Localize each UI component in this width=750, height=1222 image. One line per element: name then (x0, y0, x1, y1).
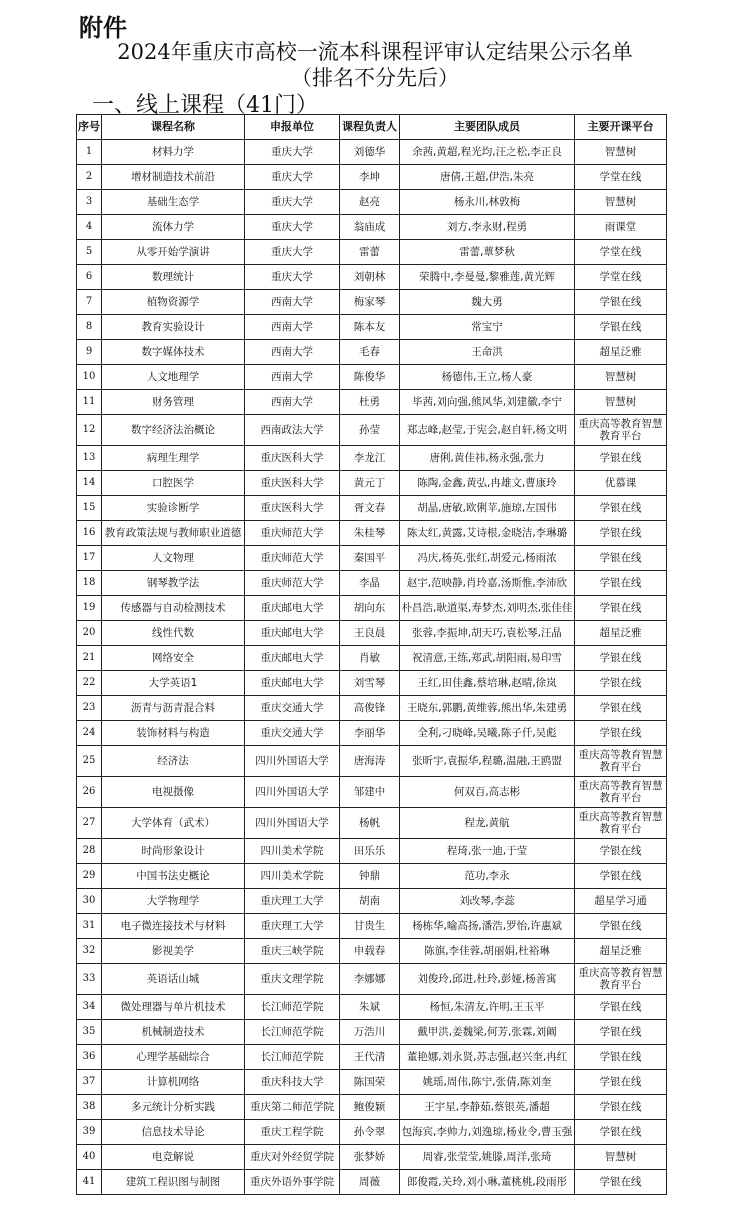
cell-platform: 智慧树 (575, 190, 667, 215)
cell-course-name: 电竞解说 (102, 1145, 245, 1170)
cell-seq: 15 (77, 496, 102, 521)
cell-course-name: 电子微连接技术与材料 (102, 914, 245, 939)
cell-course-name: 装饰材料与构造 (102, 721, 245, 746)
results-table (76, 114, 667, 1195)
cell-platform: 学银在线 (575, 546, 667, 571)
cell-team-members: 冯庆,杨英,张红,胡爱元,杨雨浓 (400, 546, 575, 571)
cell-team-members: 范功,李永 (400, 864, 575, 889)
cell-course-name: 大学体育（武术） (102, 808, 245, 839)
cell-institution: 西南大学 (245, 365, 340, 390)
cell-platform: 智慧树 (575, 1145, 667, 1170)
cell-seq: 21 (77, 646, 102, 671)
cell-course-name: 建筑工程识图与制图 (102, 1170, 245, 1195)
cell-seq: 25 (77, 746, 102, 777)
cell-platform: 学银在线 (575, 521, 667, 546)
cell-institution: 重庆交通大学 (245, 696, 340, 721)
cell-platform: 学堂在线 (575, 265, 667, 290)
cell-institution: 重庆邮电大学 (245, 671, 340, 696)
cell-platform: 学银在线 (575, 995, 667, 1020)
cell-institution: 重庆大学 (245, 165, 340, 190)
cell-course-name: 英语话山城 (102, 964, 245, 995)
cell-course-name: 从零开始学演讲 (102, 240, 245, 265)
cell-institution: 重庆理工大学 (245, 914, 340, 939)
document-subtitle: （排名不分先后） (291, 66, 459, 90)
cell-institution: 长江师范学院 (245, 1045, 340, 1070)
cell-team-members: 程龙,黄航 (400, 808, 575, 839)
cell-course-name: 人文物理 (102, 546, 245, 571)
table-row (77, 571, 667, 596)
cell-platform: 智慧树 (575, 365, 667, 390)
cell-course-name: 增材制造技术前沿 (102, 165, 245, 190)
cell-course-lead: 周薇 (340, 1170, 400, 1195)
cell-course-name: 传感器与自动检测技术 (102, 596, 245, 621)
cell-course-lead: 鲍俊颖 (340, 1095, 400, 1120)
cell-institution: 重庆理工大学 (245, 889, 340, 914)
cell-course-name: 数字经济法治概论 (102, 415, 245, 446)
document-title: 2024年重庆市高校一流本科课程评审认定结果公示名单 (117, 40, 633, 64)
cell-platform: 超星学习通 (575, 889, 667, 914)
cell-course-lead: 李娜娜 (340, 964, 400, 995)
cell-institution: 重庆医科大学 (245, 496, 340, 521)
table-row (77, 215, 667, 240)
cell-course-lead: 刘朝林 (340, 265, 400, 290)
cell-seq: 26 (77, 777, 102, 808)
cell-institution: 重庆师范大学 (245, 546, 340, 571)
section-heading: 一、线上课程（41门） (92, 93, 318, 118)
cell-course-lead: 申载春 (340, 939, 400, 964)
cell-course-lead: 杨帆 (340, 808, 400, 839)
table-row (77, 1145, 667, 1170)
table-row (77, 240, 667, 265)
cell-course-lead: 陈俊华 (340, 365, 400, 390)
header-seq: 序号 (77, 115, 102, 140)
cell-platform: 学银在线 (575, 1070, 667, 1095)
cell-course-name: 财务管理 (102, 390, 245, 415)
cell-institution: 西南大学 (245, 315, 340, 340)
cell-institution: 西南大学 (245, 340, 340, 365)
cell-team-members: 何双百,高志彬 (400, 777, 575, 808)
table-row (77, 390, 667, 415)
cell-team-members: 王命洪 (400, 340, 575, 365)
cell-course-name: 信息技术导论 (102, 1120, 245, 1145)
cell-course-lead: 邹建中 (340, 777, 400, 808)
cell-seq: 2 (77, 165, 102, 190)
cell-course-lead: 雷蕾 (340, 240, 400, 265)
cell-institution: 重庆第二师范学院 (245, 1095, 340, 1120)
cell-course-lead: 秦国平 (340, 546, 400, 571)
table-row (77, 290, 667, 315)
cell-institution: 重庆大学 (245, 240, 340, 265)
cell-team-members: 唐俐,黄佳祎,杨永强,张力 (400, 446, 575, 471)
cell-seq: 23 (77, 696, 102, 721)
cell-course-lead: 李龙江 (340, 446, 400, 471)
cell-platform: 智慧树 (575, 140, 667, 165)
cell-institution: 重庆大学 (245, 215, 340, 240)
cell-institution: 西南政法大学 (245, 415, 340, 446)
cell-platform: 学银在线 (575, 839, 667, 864)
cell-platform: 学银在线 (575, 1020, 667, 1045)
cell-course-name: 流体力学 (102, 215, 245, 240)
table-row (77, 671, 667, 696)
cell-platform: 学银在线 (575, 864, 667, 889)
cell-platform: 雨课堂 (575, 215, 667, 240)
cell-course-lead: 翁庙成 (340, 215, 400, 240)
cell-team-members: 陈旗,李佳蓉,胡丽娟,杜裕琳 (400, 939, 575, 964)
cell-platform: 重庆高等教育智慧教育平台 (575, 777, 667, 808)
cell-seq: 7 (77, 290, 102, 315)
cell-platform: 学银在线 (575, 496, 667, 521)
cell-institution: 重庆师范大学 (245, 521, 340, 546)
cell-institution: 四川外国语大学 (245, 777, 340, 808)
cell-course-name: 计算机网络 (102, 1070, 245, 1095)
attachment-label: 附件 (79, 14, 127, 42)
cell-institution: 重庆工程学院 (245, 1120, 340, 1145)
cell-institution: 重庆大学 (245, 265, 340, 290)
cell-seq: 40 (77, 1145, 102, 1170)
cell-course-name: 中国书法史概论 (102, 864, 245, 889)
cell-seq: 29 (77, 864, 102, 889)
cell-seq: 30 (77, 889, 102, 914)
cell-seq: 11 (77, 390, 102, 415)
cell-course-name: 大学英语1 (102, 671, 245, 696)
table-row (77, 140, 667, 165)
table-row (77, 546, 667, 571)
cell-course-lead: 李坤 (340, 165, 400, 190)
cell-team-members: 刘方,李永财,程勇 (400, 215, 575, 240)
cell-seq: 32 (77, 939, 102, 964)
cell-platform: 超星泛雅 (575, 621, 667, 646)
table-row (77, 864, 667, 889)
cell-seq: 9 (77, 340, 102, 365)
table-row (77, 777, 667, 808)
cell-team-members: 周睿,张莹莹,姚滕,周洋,张琦 (400, 1145, 575, 1170)
cell-course-lead: 胥文春 (340, 496, 400, 521)
cell-course-lead: 张梦娇 (340, 1145, 400, 1170)
cell-course-name: 病理生理学 (102, 446, 245, 471)
cell-platform: 学银在线 (575, 671, 667, 696)
cell-platform: 学银在线 (575, 446, 667, 471)
table-row (77, 1020, 667, 1045)
cell-seq: 16 (77, 521, 102, 546)
cell-institution: 重庆邮电大学 (245, 596, 340, 621)
cell-course-name: 教育政策法规与教师职业道德 (102, 521, 245, 546)
cell-seq: 31 (77, 914, 102, 939)
cell-institution: 重庆邮电大学 (245, 621, 340, 646)
cell-course-name: 基础生态学 (102, 190, 245, 215)
cell-course-lead: 赵亮 (340, 190, 400, 215)
cell-team-members: 胡晶,唐敏,欧俐苹,施琼,左国伟 (400, 496, 575, 521)
table-row (77, 446, 667, 471)
cell-course-lead: 唐海涛 (340, 746, 400, 777)
cell-institution: 长江师范学院 (245, 1020, 340, 1045)
cell-institution: 重庆医科大学 (245, 446, 340, 471)
cell-institution: 重庆邮电大学 (245, 646, 340, 671)
cell-institution: 重庆科技大学 (245, 1070, 340, 1095)
cell-team-members: 张蓉,李振坤,胡天巧,袁松琴,汪晶 (400, 621, 575, 646)
cell-platform: 学银在线 (575, 290, 667, 315)
cell-course-name: 教育实验设计 (102, 315, 245, 340)
cell-course-name: 钢琴教学法 (102, 571, 245, 596)
cell-institution: 重庆对外经贸学院 (245, 1145, 340, 1170)
cell-team-members: 全利,刁晓峰,吴曦,陈子仟,吴彪 (400, 721, 575, 746)
cell-seq: 36 (77, 1045, 102, 1070)
cell-course-name: 人文地理学 (102, 365, 245, 390)
cell-team-members: 雷蕾,蕈梦秋 (400, 240, 575, 265)
header-course-name: 课程名称 (102, 115, 245, 140)
cell-team-members: 张昕宇,袁振华,程璐,温融,王鸥盟 (400, 746, 575, 777)
cell-course-lead: 李晶 (340, 571, 400, 596)
cell-institution: 重庆外语外事学院 (245, 1170, 340, 1195)
cell-platform: 学银在线 (575, 1095, 667, 1120)
cell-course-lead: 高俊锋 (340, 696, 400, 721)
table-row (77, 1120, 667, 1145)
cell-platform: 优慕课 (575, 471, 667, 496)
cell-seq: 41 (77, 1170, 102, 1195)
cell-team-members: 唐倩,王超,伊浩,朱亮 (400, 165, 575, 190)
table-row (77, 914, 667, 939)
cell-team-members: 董艳娜,刘永贤,苏志强,赵兴奎,冉红 (400, 1045, 575, 1070)
cell-institution: 四川外国语大学 (245, 808, 340, 839)
cell-team-members: 祝清意,王练,郑武,胡阳雨,易印雪 (400, 646, 575, 671)
cell-team-members: 郑志峰,赵莹,于宪会,赵自轩,杨文明 (400, 415, 575, 446)
cell-team-members: 王晓东,郭鹏,黄维蓉,熊出华,朱建勇 (400, 696, 575, 721)
header-institution: 申报单位 (245, 115, 340, 140)
cell-course-name: 沥青与沥青混合料 (102, 696, 245, 721)
cell-course-name: 时尚形象设计 (102, 839, 245, 864)
cell-course-name: 线性代数 (102, 621, 245, 646)
cell-team-members: 杨栋华,喻高扬,潘浩,罗怡,许惠斌 (400, 914, 575, 939)
table-row (77, 939, 667, 964)
table-row (77, 646, 667, 671)
cell-team-members: 姚瑶,周伟,陈宁,张倩,陈刘奎 (400, 1070, 575, 1095)
cell-team-members: 赵宇,范映静,肖玲嘉,汤斯惟,李沛欣 (400, 571, 575, 596)
cell-course-lead: 胡南 (340, 889, 400, 914)
cell-course-name: 微处理器与单片机技术 (102, 995, 245, 1020)
cell-institution: 长江师范学院 (245, 995, 340, 1020)
cell-course-lead: 朱斌 (340, 995, 400, 1020)
cell-course-lead: 李丽华 (340, 721, 400, 746)
cell-course-lead: 田乐乐 (340, 839, 400, 864)
table-row (77, 596, 667, 621)
cell-course-lead: 毛春 (340, 340, 400, 365)
cell-platform: 学银在线 (575, 696, 667, 721)
cell-team-members: 陈陶,金鑫,黄弘,冉雄文,曹康玲 (400, 471, 575, 496)
cell-platform: 学银在线 (575, 315, 667, 340)
cell-seq: 39 (77, 1120, 102, 1145)
cell-team-members: 戴甲洪,姜魏梁,何芳,张霖,刘阚 (400, 1020, 575, 1045)
table-row (77, 995, 667, 1020)
cell-team-members: 杨德伟,王立,杨人豪 (400, 365, 575, 390)
cell-seq: 35 (77, 1020, 102, 1045)
cell-seq: 6 (77, 265, 102, 290)
cell-platform: 学银在线 (575, 721, 667, 746)
cell-platform: 学银在线 (575, 646, 667, 671)
table-row (77, 415, 667, 446)
cell-team-members: 杨永川,林敦梅 (400, 190, 575, 215)
table-row (77, 340, 667, 365)
cell-seq: 27 (77, 808, 102, 839)
table-row (77, 1045, 667, 1070)
cell-course-lead: 梅家琴 (340, 290, 400, 315)
cell-course-name: 机械制造技术 (102, 1020, 245, 1045)
cell-team-members: 余茜,黄超,程光均,汪之松,李正良 (400, 140, 575, 165)
cell-seq: 24 (77, 721, 102, 746)
cell-course-lead: 杜勇 (340, 390, 400, 415)
cell-platform: 学银在线 (575, 1170, 667, 1195)
cell-course-name: 电视摄像 (102, 777, 245, 808)
cell-course-lead: 肖敏 (340, 646, 400, 671)
cell-platform: 学银在线 (575, 596, 667, 621)
cell-team-members: 王红,田佳鑫,蔡培琳,赵晴,徐岚 (400, 671, 575, 696)
table-header-row (77, 115, 667, 140)
cell-team-members: 郎俊霞,关玲,刘小琳,董桃桃,段雨彤 (400, 1170, 575, 1195)
table-row (77, 964, 667, 995)
cell-institution: 四川美术学院 (245, 839, 340, 864)
cell-platform: 学堂在线 (575, 165, 667, 190)
cell-seq: 14 (77, 471, 102, 496)
cell-institution: 重庆三峡学院 (245, 939, 340, 964)
cell-platform: 超星泛雅 (575, 939, 667, 964)
table-row (77, 265, 667, 290)
cell-team-members: 魏大勇 (400, 290, 575, 315)
cell-seq: 8 (77, 315, 102, 340)
table-row (77, 496, 667, 521)
table-row (77, 808, 667, 839)
cell-platform: 学堂在线 (575, 240, 667, 265)
cell-course-name: 口腔医学 (102, 471, 245, 496)
cell-platform: 重庆高等教育智慧教育平台 (575, 964, 667, 995)
cell-seq: 5 (77, 240, 102, 265)
cell-team-members: 刘俊玲,邱进,杜玲,彭娅,杨善寓 (400, 964, 575, 995)
cell-team-members: 程琦,张一迪,于莹 (400, 839, 575, 864)
cell-course-name: 心理学基础综合 (102, 1045, 245, 1070)
cell-course-lead: 王代清 (340, 1045, 400, 1070)
cell-team-members: 朴昌浩,耿道渠,寿梦杰,刘明杰,张佳佳 (400, 596, 575, 621)
cell-course-lead: 甘贵生 (340, 914, 400, 939)
table-row (77, 190, 667, 215)
cell-platform: 学银在线 (575, 571, 667, 596)
cell-seq: 19 (77, 596, 102, 621)
cell-course-lead: 胡向东 (340, 596, 400, 621)
table-row (77, 621, 667, 646)
cell-institution: 西南大学 (245, 290, 340, 315)
cell-team-members: 包海宾,李帅力,刘逸琼,杨业令,曹玉强 (400, 1120, 575, 1145)
cell-course-lead: 万浩川 (340, 1020, 400, 1045)
cell-course-name: 大学物理学 (102, 889, 245, 914)
cell-seq: 12 (77, 415, 102, 446)
cell-platform: 智慧树 (575, 390, 667, 415)
table-row (77, 696, 667, 721)
cell-team-members: 王宇星,李静茹,蔡银英,潘超 (400, 1095, 575, 1120)
table-row (77, 471, 667, 496)
header-platform: 主要开课平台 (575, 115, 667, 140)
cell-institution: 西南大学 (245, 390, 340, 415)
cell-course-name: 多元统计分析实践 (102, 1095, 245, 1120)
cell-seq: 37 (77, 1070, 102, 1095)
cell-course-lead: 陈本友 (340, 315, 400, 340)
cell-course-lead: 刘雪琴 (340, 671, 400, 696)
cell-platform: 超星泛雅 (575, 340, 667, 365)
table-row (77, 1070, 667, 1095)
table-row (77, 1095, 667, 1120)
cell-course-lead: 黄元丁 (340, 471, 400, 496)
table-row (77, 521, 667, 546)
cell-institution: 重庆大学 (245, 190, 340, 215)
header-team-members: 主要团队成员 (400, 115, 575, 140)
table-row (77, 721, 667, 746)
cell-institution: 四川外国语大学 (245, 746, 340, 777)
cell-institution: 重庆大学 (245, 140, 340, 165)
cell-platform: 重庆高等教育智慧教育平台 (575, 746, 667, 777)
cell-seq: 28 (77, 839, 102, 864)
cell-seq: 1 (77, 140, 102, 165)
cell-seq: 13 (77, 446, 102, 471)
cell-team-members: 刘改琴,李蕊 (400, 889, 575, 914)
cell-course-name: 数字媒体技术 (102, 340, 245, 365)
cell-course-name: 数理统计 (102, 265, 245, 290)
cell-seq: 20 (77, 621, 102, 646)
cell-course-name: 网络安全 (102, 646, 245, 671)
cell-institution: 四川美术学院 (245, 864, 340, 889)
table-row (77, 365, 667, 390)
cell-course-name: 实验诊断学 (102, 496, 245, 521)
cell-institution: 重庆交通大学 (245, 721, 340, 746)
cell-seq: 4 (77, 215, 102, 240)
cell-seq: 33 (77, 964, 102, 995)
cell-team-members: 常宝宁 (400, 315, 575, 340)
cell-course-name: 经济法 (102, 746, 245, 777)
table-row (77, 746, 667, 777)
cell-team-members: 荣腾中,李曼曼,黎雅莲,黄光辉 (400, 265, 575, 290)
cell-platform: 学银在线 (575, 1120, 667, 1145)
cell-seq: 17 (77, 546, 102, 571)
cell-course-name: 植物资源学 (102, 290, 245, 315)
cell-course-lead: 朱桂琴 (340, 521, 400, 546)
table-row (77, 889, 667, 914)
cell-seq: 3 (77, 190, 102, 215)
cell-course-name: 材料力学 (102, 140, 245, 165)
cell-course-lead: 孙莹 (340, 415, 400, 446)
cell-course-lead: 钟鼎 (340, 864, 400, 889)
cell-platform: 学银在线 (575, 1045, 667, 1070)
cell-institution: 重庆文理学院 (245, 964, 340, 995)
cell-course-lead: 孙令翠 (340, 1120, 400, 1145)
cell-seq: 22 (77, 671, 102, 696)
cell-platform: 重庆高等教育智慧教育平台 (575, 415, 667, 446)
table-row (77, 315, 667, 340)
cell-course-lead: 刘德华 (340, 140, 400, 165)
cell-seq: 10 (77, 365, 102, 390)
table-row (77, 165, 667, 190)
cell-course-name: 影视美学 (102, 939, 245, 964)
cell-seq: 18 (77, 571, 102, 596)
cell-platform: 学银在线 (575, 914, 667, 939)
cell-seq: 38 (77, 1095, 102, 1120)
cell-institution: 重庆医科大学 (245, 471, 340, 496)
table-row (77, 1170, 667, 1195)
cell-team-members: 毕茜,刘向强,熊风华,刘建徽,李宁 (400, 390, 575, 415)
cell-team-members: 杨恒,朱清友,许明,王玉平 (400, 995, 575, 1020)
header-course-lead: 课程负责人 (340, 115, 400, 140)
cell-course-lead: 陈国荣 (340, 1070, 400, 1095)
cell-platform: 重庆高等教育智慧教育平台 (575, 808, 667, 839)
table-row (77, 839, 667, 864)
cell-institution: 重庆师范大学 (245, 571, 340, 596)
cell-course-lead: 王良晨 (340, 621, 400, 646)
cell-team-members: 陈太红,黄露,艾诗根,金晓洁,李琳璐 (400, 521, 575, 546)
cell-seq: 34 (77, 995, 102, 1020)
